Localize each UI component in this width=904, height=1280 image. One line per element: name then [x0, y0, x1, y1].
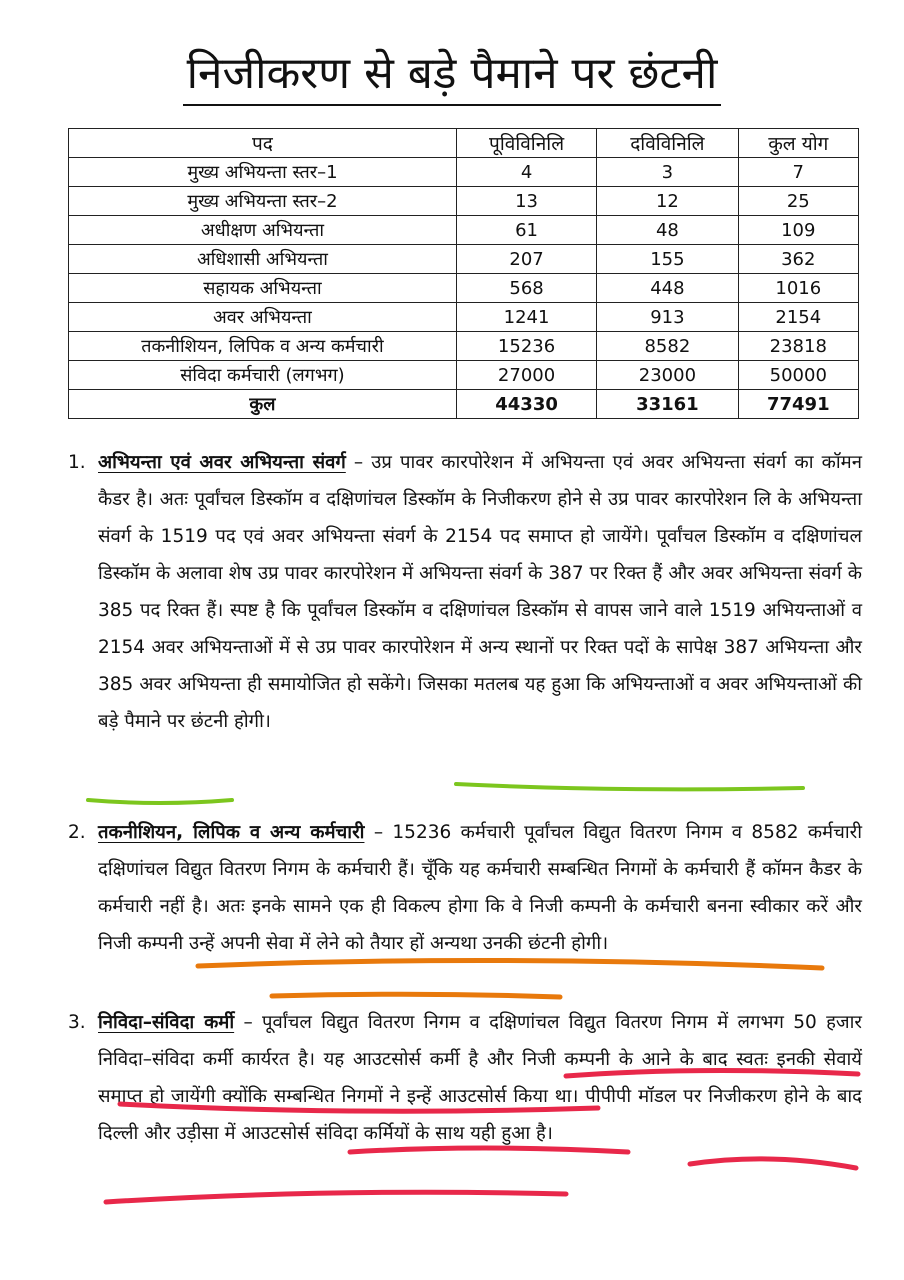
header-post: पद [69, 129, 457, 158]
section-engineers [68, 444, 862, 740]
cell-post: अवर अभियन्ता [69, 303, 457, 332]
cell-post: अधीक्षण अभियन्ता [69, 216, 457, 245]
cell-dakshinanchal: 155 [597, 245, 738, 274]
header-purvanchal: पूविविनिलि [456, 129, 596, 158]
cell-dakshinanchal: 48 [597, 216, 738, 245]
red-underline-4 [690, 1159, 856, 1168]
cell-dakshinanchal: 12 [597, 187, 738, 216]
total-purvanchal: 44330 [456, 390, 596, 419]
cell-dakshinanchal: 3 [597, 158, 738, 187]
title-text: निजीकरण से बड़े पैमाने पर छंटनी [183, 44, 722, 106]
table-row [69, 245, 859, 274]
cell-total: 25 [738, 187, 858, 216]
cell-post: तकनीशियन, लिपिक व अन्य कर्मचारी [69, 332, 457, 361]
cell-purvanchal: 13 [456, 187, 596, 216]
section-contract-workers [68, 1004, 862, 1152]
total-grand: 77491 [738, 390, 858, 419]
section-heading: तकनीशियन, लिपिक व अन्य कर्मचारी [98, 822, 365, 843]
section-number: 2. [68, 822, 86, 843]
cell-total: 50000 [738, 361, 858, 390]
cell-purvanchal: 1241 [456, 303, 596, 332]
cell-purvanchal: 207 [456, 245, 596, 274]
cell-dakshinanchal: 8582 [597, 332, 738, 361]
header-total: कुल योग [738, 129, 858, 158]
table-row [69, 361, 859, 390]
section-body [68, 1004, 862, 1152]
table-row [69, 332, 859, 361]
cell-post: मुख्य अभियन्ता स्तर–2 [69, 187, 457, 216]
cell-purvanchal: 4 [456, 158, 596, 187]
total-dakshinanchal: 33161 [597, 390, 738, 419]
section-heading: निविदा–संविदा कर्मी [98, 1012, 235, 1033]
section-text: – उप्र पावर कारपोरेशन में अभियन्ता एवं अवर अभियन्ता संवर्ग का कॉमन कैडर है। अतः पूर्वांचल डिस्कॉम व दक्षिणांचल डिस्कॉम के निजीकरण होने से उप्र पावर कारपोरेशन लि के अभियन्ता संवर्ग के 1519 पद एवं अवर अभियन्ता संवर्ग के 2154 पद समाप्त हो जायेंगे। पूर्वांचल डिस्कॉम व दक्षिणांचल डिस्कॉम के अलावा शेष उप्र पावर कारपोरेशन में अभियन्ता संवर्ग के 387 पर रिक्त हैं और अवर अभियन्ता संवर्ग के 385 पद रिक्त हैं। स्पष्ट है कि पूर्वांचल डिस्कॉम व दक्षिणांचल डिस्कॉम से वापस जाने वाले 1519 अभियन्ताओं व 2154 अवर अभियन्ताओं में से उप्र पावर कारपोरेशन में अन्य स्थानों पर रिक्त पदों के सापेक्ष 387 अभियन्ता और 385 अवर अभियन्ता ही समायोजित हो सकेंगे। जिसका मतलब यह हुआ कि अभियन्ताओं व अवर अभियन्ताओं की बड़े पैमाने पर छंटनी होगी। [98, 452, 862, 732]
green-underline-2 [88, 800, 232, 803]
cell-total: 362 [738, 245, 858, 274]
section-text: – 15236 कर्मचारी पूर्वांचल विद्युत वितरण निगम व 8582 कर्मचारी दक्षिणांचल विद्युत वितरण निगम के कर्मचारी हैं। चूँकि यह कर्मचारी सम्बन्धित निगमों के कर्मचारी हैं कॉमन कैडर के कर्मचारी नहीं है। अतः इनके सामने एक ही विकल्प होगा कि वे निजी कम्पनी के कर्मचारी बनना स्वीकार करें और निजी कम्पनी उन्हें अपनी सेवा में लेने को तैयार हों अन्यथा उनकी छंटनी होगी। [98, 822, 863, 954]
staff-table [68, 128, 859, 419]
cell-post: सहायक अभियन्ता [69, 274, 457, 303]
section-heading: अभियन्ता एवं अवर अभियन्ता संवर्ग [98, 452, 346, 473]
cell-purvanchal: 27000 [456, 361, 596, 390]
cell-total: 1016 [738, 274, 858, 303]
cell-total: 7 [738, 158, 858, 187]
section-body [68, 814, 862, 962]
page-title [0, 44, 904, 106]
green-underline-1 [456, 784, 803, 789]
red-underline-5 [106, 1192, 566, 1202]
cell-dakshinanchal: 448 [597, 274, 738, 303]
table-row [69, 274, 859, 303]
cell-total: 109 [738, 216, 858, 245]
cell-post: मुख्य अभियन्ता स्तर–1 [69, 158, 457, 187]
cell-purvanchal: 15236 [456, 332, 596, 361]
orange-underline-2 [272, 994, 560, 997]
cell-total: 23818 [738, 332, 858, 361]
cell-dakshinanchal: 23000 [597, 361, 738, 390]
section-body [68, 444, 862, 740]
cell-total: 2154 [738, 303, 858, 332]
total-label: कुल [69, 390, 457, 419]
table-row [69, 187, 859, 216]
cell-post: संविदा कर्मचारी (लगभग) [69, 361, 457, 390]
section-number: 1. [68, 452, 86, 473]
cell-purvanchal: 568 [456, 274, 596, 303]
table-row [69, 303, 859, 332]
header-dakshinanchal: दविविनिलि [597, 129, 738, 158]
cell-dakshinanchal: 913 [597, 303, 738, 332]
section-text: – पूर्वांचल विद्युत वितरण निगम व दक्षिणांचल विद्युत वितरण निगम में लगभग 50 हजार निविदा–संविदा कर्मी कार्यरत है। यह आउटसोर्स कर्मी है और निजी कम्पनी के आने के बाद स्वतः इनकी सेवायें समाप्त हो जायेंगी क्योंकि सम्बन्धित निगमों ने इन्हें आउटसोर्स किया था। पीपीपी मॉडल पर निजीकरण होने के बाद दिल्ली और उड़ीसा में आउटसोर्स संविदा कर्मियों के साथ यही हुआ है। [98, 1012, 862, 1144]
section-number: 3. [68, 1012, 86, 1033]
table-row [69, 158, 859, 187]
section-technicians [68, 814, 862, 962]
cell-post: अधिशासी अभियन्ता [69, 245, 457, 274]
table-total-row [69, 390, 859, 419]
table-header-row [69, 129, 859, 158]
cell-purvanchal: 61 [456, 216, 596, 245]
table-row [69, 216, 859, 245]
